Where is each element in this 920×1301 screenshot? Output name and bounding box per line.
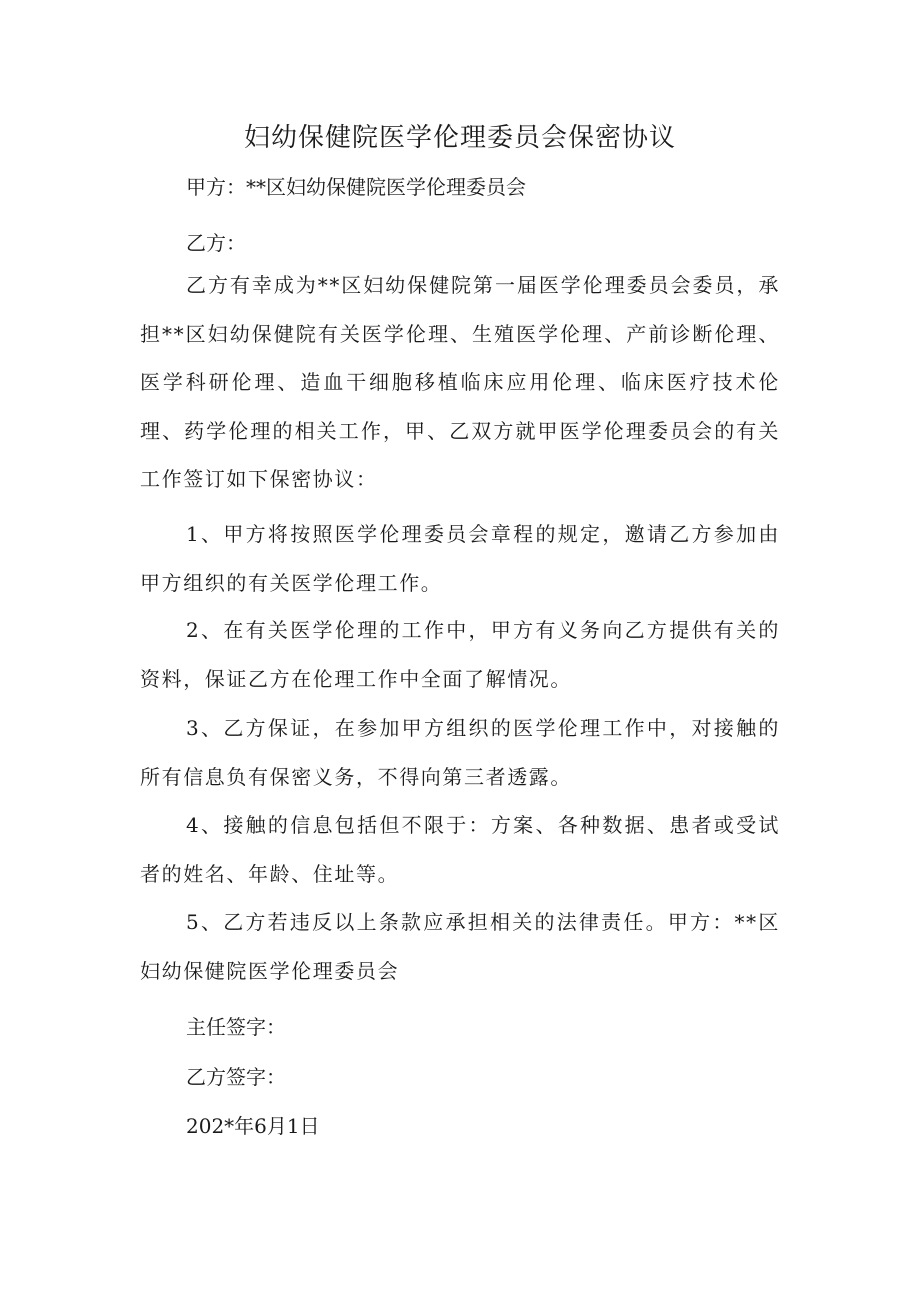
party-b-signature-line: 乙方签字： [186, 1065, 286, 1089]
intro-paragraph: 乙方有幸成为**区妇幼保健院第一届医学伦理委员会委员，承担**区妇幼保健院有关医学伦理、生殖医学伦理、产前诊断伦理、医学科研伦理、造血干细胞移植临床应用伦理、临床医疗技术伦理、药学伦理的相关工作，甲、乙双方就甲医学伦理委员会的有关工作签订如下保密协议： [140, 273, 780, 491]
director-signature-line: 主任签字： [186, 1015, 286, 1039]
clause-1: 1、甲方将按照医学伦理委员会章程的规定，邀请乙方参加由甲方组织的有关医学伦理工作。 [140, 522, 780, 595]
party-b-line: 乙方： [186, 231, 246, 255]
clause-2: 2、在有关医学伦理的工作中，甲方有义务向乙方提供有关的资料，保证乙方在伦理工作中全面了解情况。 [140, 618, 780, 691]
document-title: 妇幼保健院医学伦理委员会保密协议 [243, 123, 676, 153]
document-date: 202*年6月1日 [186, 1114, 320, 1138]
party-a-line: 甲方：**区妇幼保健院医学伦理委员会 [186, 175, 526, 199]
clause-5: 5、乙方若违反以上条款应承担相关的法律责任。甲方：**区妇幼保健院医学伦理委员会 [140, 910, 780, 983]
clause-4: 4、接触的信息包括但不限于：方案、各种数据、患者或受试者的姓名、年龄、住址等。 [140, 813, 780, 886]
clause-3: 3、乙方保证，在参加甲方组织的医学伦理工作中，对接触的所有信息负有保密义务，不得向第三者透露。 [140, 716, 780, 789]
